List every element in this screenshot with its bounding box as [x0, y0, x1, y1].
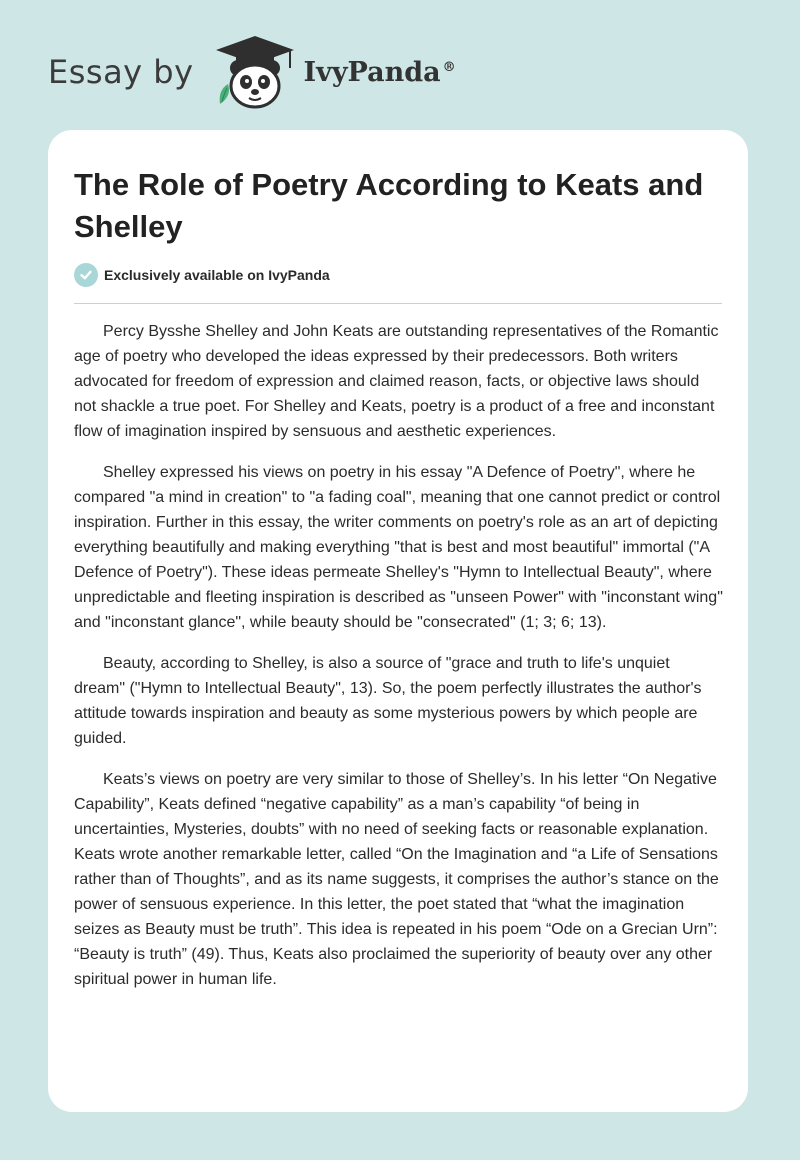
registered-mark: ® [442, 59, 456, 75]
site-header [48, 34, 456, 110]
graduate-panda-logo-icon[interactable] [212, 34, 298, 110]
paragraph: Beauty, according to Shelley, is also a source of "grace and truth to life's unquiet dream" ("Hymn to Intellectual Beauty", 13). So, the poem perfectly illustrates the author's attitude towards inspiration and beauty as some mysterious powers by which people are guided. [74, 655, 702, 747]
exclusive-badge [74, 263, 330, 287]
paragraph: Shelley expressed his views on poetry in his essay "A Defence of Poetry", where he compared "a mind in creation" to "a fading coal", meaning that one cannot predict or control inspiration. Further in this essay, the writer comments on poetry's role as an art of depicting everything beautifully and making everything "that is best and most beautiful" immortal ("A Defence of Poetry"). These ideas permeate Shelley's "Hymn to Intellectual Beauty", where unpredictable and fleeting inspiration is described as "unseen Power" with "inconstant wing" and "inconstant glance", while beauty should be "consecrated" (1; 3; 6; 13). [74, 464, 723, 631]
badge-text: Exclusively available on IvyPanda [104, 267, 330, 283]
brand-prefix: Essay by [48, 53, 194, 91]
divider [74, 303, 722, 304]
checkmark-icon [74, 263, 98, 287]
essay-card [48, 130, 748, 1112]
essay-body [74, 319, 724, 1008]
paragraph: Keats’s views on poetry are very similar to those of Shelley’s. In his letter “On Negative Capability”, Keats defined “negative capability” as a man’s capability “of being in uncertainties, Mysteries, doubts” with no need of seeking facts or reasonable explanation. Keats wrote another remarkable letter, called “On the Imagination and “a Life of Sensations rather than of Thoughts”, and as its name suggests, it comprises the author’s stance on the power of sensuous experience. In this letter, the poet stated that “what the imagination seizes as Beauty must be truth”. This idea is repeated in his poem “Ode on a Grecian Urn”: “Beauty is truth” (49). Thus, Keats also proclaimed the superiority of beauty over any other spiritual power in human life. [74, 771, 719, 988]
essay-title: The Role of Poetry According to Keats and Shelley [74, 167, 704, 244]
paragraph: Percy Bysshe Shelley and John Keats are outstanding representatives of the Romantic age of poetry who developed the ideas expressed by their predecessors. Both writers advocated for freedom of expression and claimed reason, facts, or objective laws should not shackle a true poet. For Shelley and Keats, poetry is a product of a free and inconstant flow of imagination inspired by sensuous and aesthetic experiences. [74, 323, 719, 440]
brand-name[interactable]: IvyPanda ® [303, 56, 456, 88]
